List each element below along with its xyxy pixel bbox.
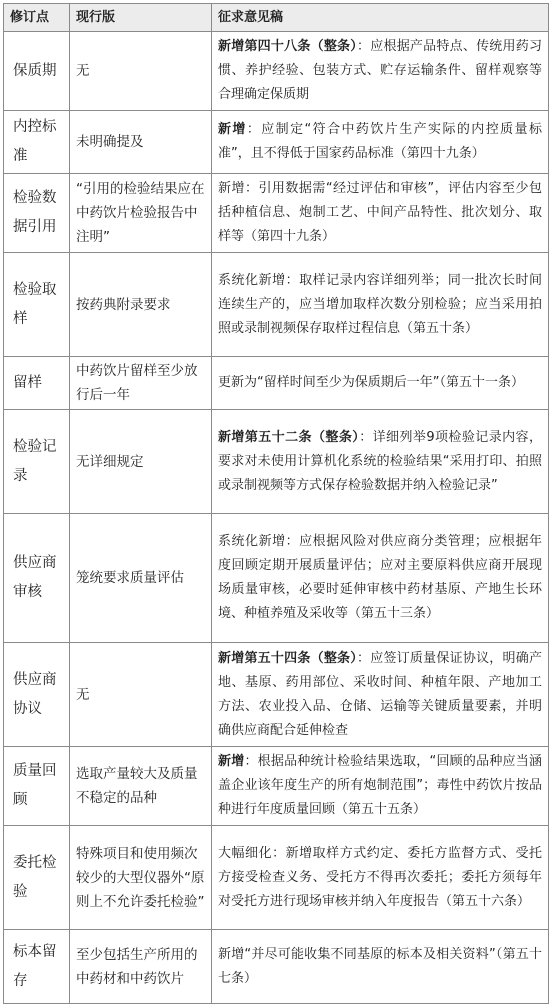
header-draft-version: 征求意见稿	[212, 4, 549, 32]
draft-text: 新增“并尽可能收集不同基原的标本及相关资料”（第五十七条）	[218, 946, 542, 986]
draft-text: ：详细列举9项检验记录内容，要求对未使用计算机化系统的检验结果“采用打印、拍照或录制视频等方式保存检验数据并纳入检验记录”	[218, 429, 542, 493]
draft-version-cell	[212, 930, 549, 1004]
table-row	[4, 32, 549, 111]
current-version-cell: 无	[70, 32, 212, 111]
draft-bold-text: 新增第五十二条（整条）	[218, 429, 360, 445]
header-current-version: 现行版	[70, 4, 212, 32]
current-version-cell: 无详细规定	[70, 410, 212, 514]
revision-point-cell: 质量回顾	[4, 747, 70, 826]
revision-comparison-table	[3, 3, 549, 1004]
draft-version-cell	[212, 514, 549, 643]
revision-point-cell: 供应商审核	[4, 514, 70, 643]
current-version-cell: 按药典附录要求	[70, 253, 212, 357]
current-version-cell: 至少包括生产所用的中药材和中药饮片	[70, 930, 212, 1004]
table-row	[4, 826, 549, 930]
revision-point-cell: 委托检验	[4, 826, 70, 930]
table-row	[4, 111, 549, 174]
revision-point-cell: 检验取样	[4, 253, 70, 357]
draft-version-cell	[212, 410, 549, 514]
draft-version-cell	[212, 357, 549, 410]
table-row	[4, 410, 549, 514]
draft-bold-text: 新增	[218, 754, 245, 769]
draft-text: 系统化新增：应根据风险对供应商分类管理；应根据年度回顾定期开展质量评估；应对主要原料供应商开展现场质量审核，必要时延伸审核中药材基原、产地生长环境、种植养殖及采收等（第五十三条）	[218, 534, 542, 621]
draft-text: 系统化新增：取样记录内容详细列举；同一批次长时间连续生产的，应当增加取样次数分别检验；应当采用拍照或录制视频保存取样过程信息（第五十条）	[218, 272, 542, 336]
revision-point-cell: 检验记录	[4, 410, 70, 514]
draft-version-cell	[212, 174, 549, 253]
draft-text: ：应签订质量保证协议，明确产地、基原、药用部位、采收时间、种植年限、产地加工方法、农业投入品、仓储、运输等关键质量要素，并明确供应商配合延伸检查	[218, 650, 542, 738]
header-revision-point: 修订点	[4, 4, 70, 32]
current-version-cell: 笼统要求质量评估	[70, 514, 212, 643]
draft-version-cell	[212, 253, 549, 357]
draft-version-cell	[212, 747, 549, 826]
current-version-cell: 中药饮片留样至少放行后一年	[70, 357, 212, 410]
table-row	[4, 357, 549, 410]
draft-bold-text: 新增第四十八条（整条）	[218, 39, 358, 54]
current-version-cell: “引用的检验结果应在中药饮片检验报告中注明”	[70, 174, 212, 253]
draft-version-cell	[212, 32, 549, 111]
revision-point-cell: 留样	[4, 357, 70, 410]
revision-point-cell: 供应商协议	[4, 643, 70, 747]
draft-text: ：根据品种统计检验结果选取，“回顾的品种应当涵盖企业该年度生产的所有炮制范围”；毒性中药饮片按品种进行年度质量回顾（第五十五条）	[218, 754, 542, 817]
draft-text: 新增：引用数据需“经过评估和审核”，评估内容至少包括种植信息、炮制工艺、中间产品特性、批次划分、取样等（第四十九条）	[218, 181, 542, 244]
table-row	[4, 930, 549, 1004]
table-row	[4, 747, 549, 826]
draft-text: 更新为“留样时间至少为保质期后一年”（第五十一条）	[218, 375, 524, 390]
current-version-cell: 无	[70, 643, 212, 747]
draft-text: ：应根据产品特点、传统用药习惯、养护经验、包装方式、贮存运输条件、留样观察等合理确定保质期	[218, 39, 542, 102]
current-version-cell: 选取产量较大及质量不稳定的品种	[70, 747, 212, 826]
table-header-row	[4, 4, 549, 32]
revision-point-cell: 标本留存	[4, 930, 70, 1004]
table-row	[4, 253, 549, 357]
draft-text: ：应制定“符合中药饮片生产实际的内控质量标准”，且不得低于国家药品标准（第四十九条）	[218, 122, 542, 161]
draft-bold-text: 新增第五十四条（整条）	[218, 650, 358, 666]
draft-text: 大幅细化：新增取样方式约定、委托方监督方式、受托方接受检查义务、受托方不得再次委托；委托方须每年对受托方进行现场审核并纳入年度报告（第五十六条）	[218, 845, 542, 909]
current-version-cell: 特殊项目和使用频次较少的大型仪器外“原则上不允许委托检验”	[70, 826, 212, 930]
revision-point-cell: 保质期	[4, 32, 70, 111]
current-version-cell: 未明确提及	[70, 111, 212, 174]
draft-version-cell	[212, 111, 549, 174]
revision-point-cell: 内控标准	[4, 111, 70, 174]
table-row	[4, 514, 549, 643]
revision-point-cell: 检验数据引用	[4, 174, 70, 253]
table-row	[4, 174, 549, 253]
draft-version-cell	[212, 643, 549, 747]
draft-bold-text: 新增	[218, 122, 247, 137]
draft-version-cell	[212, 826, 549, 930]
table-row	[4, 643, 549, 747]
